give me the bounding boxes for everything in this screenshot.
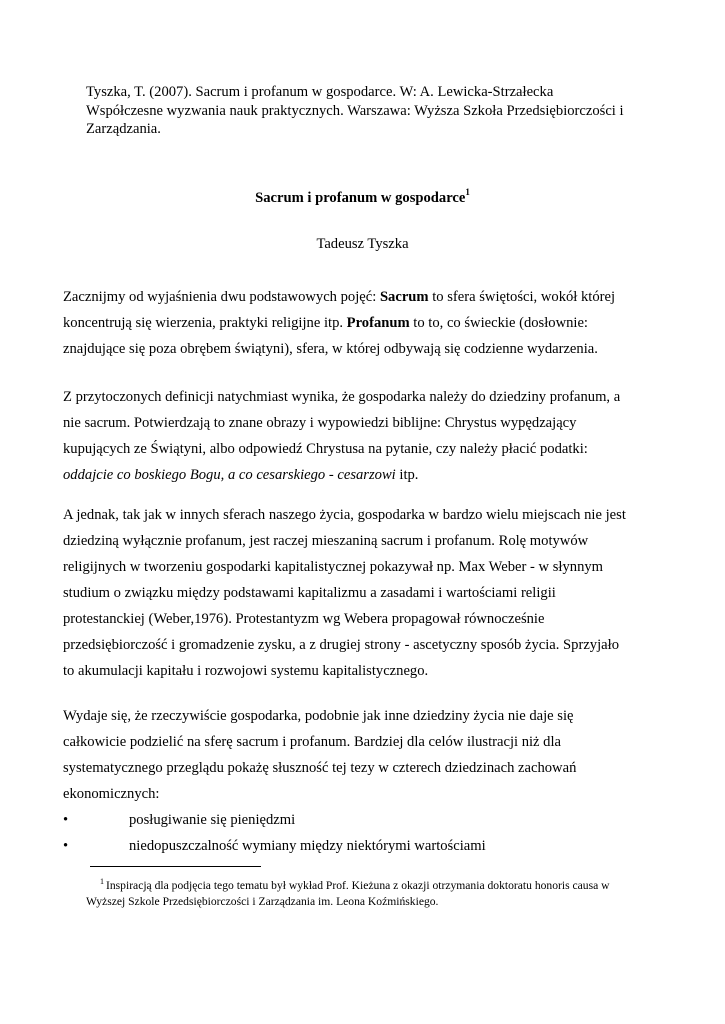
footnote — [86, 874, 666, 911]
footnote-mark: 1 — [100, 877, 104, 886]
paragraph-line: kupujących ze Świątyni, albo odpowiedź Chrystusa na pytanie, czy należy płacić podatki: — [63, 441, 588, 457]
title-footnote-mark: 1 — [465, 187, 470, 197]
paragraph-line: dziedziną wyłącznie profanum, jest raczej mieszaniną sacrum i profanum. Rolę motywów — [63, 533, 589, 549]
citation-line: Zarządzania. — [86, 121, 161, 137]
paragraph-line: Zacznijmy od wyjaśnienia dwu podstawowych pojęć: Sacrum to sfera świętości, wokół której — [63, 289, 616, 305]
paragraph-2 — [63, 384, 663, 488]
paragraph-line: Z przytoczonych definicji natychmiast wynika, że gospodarka należy do dziedziny profanum, a — [63, 389, 621, 405]
paragraph-line: nie sacrum. Potwierdzają to znane obrazy i wypowiedzi biblijne: Chrystus wypędzający — [63, 415, 577, 431]
footnote-line: $^1$ Inspiracją dla podjęcia tego tematu był wykład Prof. Kieżuna z okazji otrzymania doktoratu honoris causa w — [100, 877, 610, 892]
paragraph-line: znajdujące się poza obrębem świątyni), sfera, w której odbywają się codzienne wydarzenia. — [63, 341, 598, 357]
paragraph-line: studium o związku między podstawami kapitalizmu a zasadami i wartościami religii — [63, 585, 556, 601]
paragraph-line: A jednak, tak jak w innych sferach naszego życia, gospodarka w bardzo wielu miejscach nie jest — [63, 507, 626, 523]
paragraph-line: ekonomicznych: — [63, 786, 160, 802]
paragraph-line: to akumulacji kapitału i rozwojowi systemu kapitalistycznego. — [63, 663, 429, 679]
bullet-icon: • — [63, 838, 69, 854]
list-item-text: niedopuszczalność wymiany między niektórymi wartościami — [129, 838, 486, 854]
citation — [86, 83, 646, 139]
paragraph-3 — [63, 502, 663, 684]
paragraph-line: Wydaje się, że rzeczywiście gospodarka, podobnie jak inne dziedziny życia nie daje się — [63, 708, 574, 724]
article-title — [0, 188, 725, 207]
citation-line: Tyszka, T. (2007). Sacrum i profanum w gospodarce. W: A. Lewicka-Strzałecka — [86, 84, 554, 100]
biblical-quote: oddajcie co boskiego Bogu, a co cesarskiego - cesarzowi — [63, 467, 396, 483]
paragraph-line: koncentrują się wierzenia, praktyki religijne itp. Profanum to to, co świeckie (dosłownie: — [63, 315, 588, 331]
author-name: Tadeusz Tyszka — [316, 236, 409, 252]
term-profanum: Profanum — [346, 315, 410, 331]
footnote-line: Wyższej Szkole Przedsiębiorczości i Zarządzania im. Leona Koźmińskiego. — [86, 895, 439, 909]
title-text: Sacrum i profanum w gospodarce — [255, 189, 466, 206]
list-item — [63, 807, 295, 833]
paragraph-line: całkowicie podzielić na sferę sacrum i profanum. Bardziej dla celów ilustracji niż dla — [63, 734, 562, 750]
citation-line: Współczesne wyzwania nauk praktycznych. Warszawa: Wyższa Szkoła Przedsiębiorczości i — [86, 102, 624, 119]
list-item — [63, 833, 486, 859]
paragraph-line: przedsiębiorczość i gromadzenie zysku, a z drugiej strony - ascetyczny sposób życia. Sprzyjało — [63, 637, 619, 653]
paragraph-line: religijnych w tworzeniu gospodarki kapitalistycznej pokazywał np. Max Weber - w słynnym — [63, 559, 604, 575]
paragraph-line: systematycznego przeglądu pokażę słuszność tej tezy w czterech dziedzinach zachowań — [63, 760, 577, 776]
paragraph-line: protestanckiej (Weber,1976). Protestantyzm wg Webera propagował równocześnie — [63, 611, 545, 627]
footnote-separator — [90, 866, 261, 867]
term-sacrum: Sacrum — [379, 289, 429, 305]
paragraph-4 — [63, 703, 663, 807]
paragraph-line: oddajcie co boskiego Bogu, a co cesarskiego - cesarzowi itp. — [63, 467, 419, 483]
list-item-text: posługiwanie się pieniędzmi — [129, 812, 296, 828]
paragraph-1 — [63, 284, 663, 362]
bullet-icon: • — [63, 812, 69, 828]
